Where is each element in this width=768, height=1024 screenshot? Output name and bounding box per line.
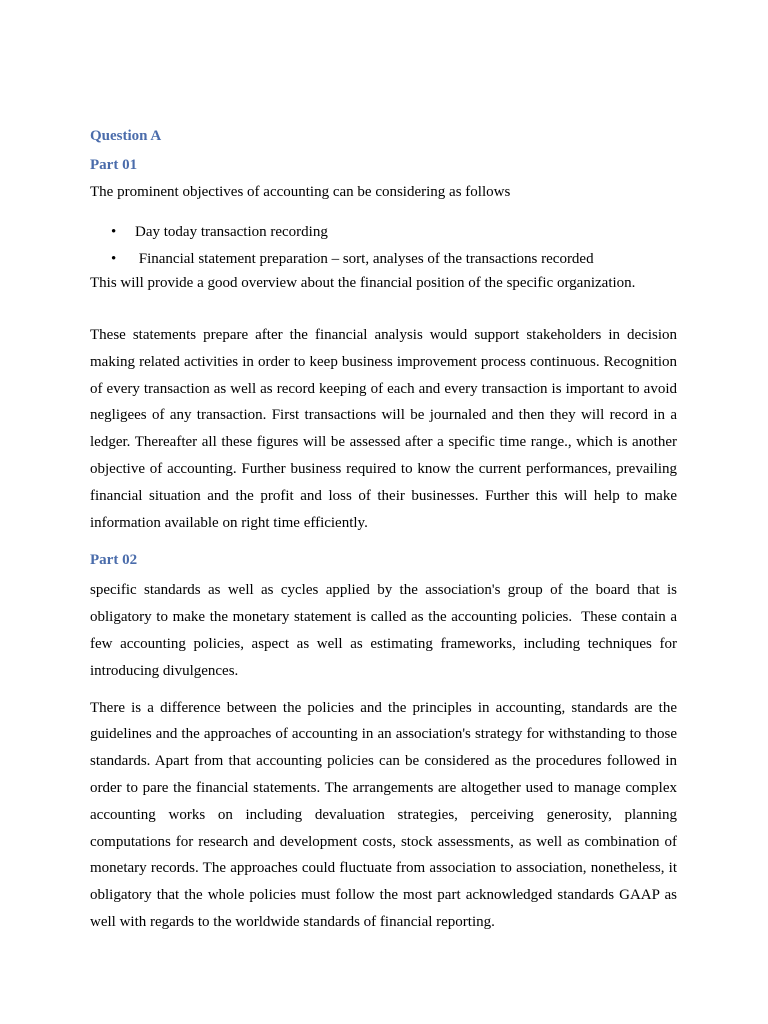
list-item-text: Financial statement preparation – sort, analyses of the transactions recorded — [135, 251, 594, 267]
part-01-overview: This will provide a good overview about the financial position of the specific organization. — [90, 275, 636, 291]
bullet-dot-icon: • — [111, 224, 117, 240]
part-01-heading: Part 01 — [90, 157, 138, 173]
list-item-text: Day today transaction recording — [135, 224, 328, 240]
objectives-list — [90, 219, 677, 273]
list-item — [90, 219, 677, 246]
part-01-intro: The prominent objectives of accounting can be considering as follows — [90, 184, 511, 200]
question-a-heading: Question A — [90, 128, 162, 144]
bullet-dot-icon: • — [111, 251, 117, 267]
part-02-paragraph-2: There is a difference between the policies and the principles in accounting, standards are the guidelines and the approaches of accounting in an association's strategy for withstanding to those standards. Apart from that accounting policies can be considered as the procedures followed in order to pare the financial statements. The arrangements are altogether used to manage complex accounting works on including devaluation strategies, perceiving generosity, planning computations for research and development costs, stock assessments, as well as combination of monetary records. The approaches could fluctuate from association to association, nonetheless, it obligatory that the whole policies must follow the most part acknowledged standards GAAP as well with regards to the worldwide standards of financial reporting. — [90, 699, 677, 930]
part-02-heading: Part 02 — [90, 552, 138, 569]
document-page — [90, 126, 681, 936]
list-item — [90, 246, 677, 273]
part-01-paragraph: These statements prepare after the financial analysis would support stakeholders in decision making related activities in order to keep business improvement process continuous. Recognition of every transaction as well as record keeping of each and every transaction is important to avoid negligees of any transaction. First transactions will be journaled and then they will record in a ledger. Thereafter all these figures will be assessed after a specific time range., which is another objective of accounting. Further business required to know the current performances, prevailing financial situation and the profit and loss of their businesses. Further this will help to make information available on right time efficiently. — [90, 327, 677, 531]
part-02-paragraph-1: specific standards as well as cycles applied by the association's group of the board that is obligatory to make the monetary statement is called as the accounting policies. These contain a few accounting policies, aspect as well as estimating frameworks, including techniques for introducing divulgences. — [90, 582, 681, 679]
